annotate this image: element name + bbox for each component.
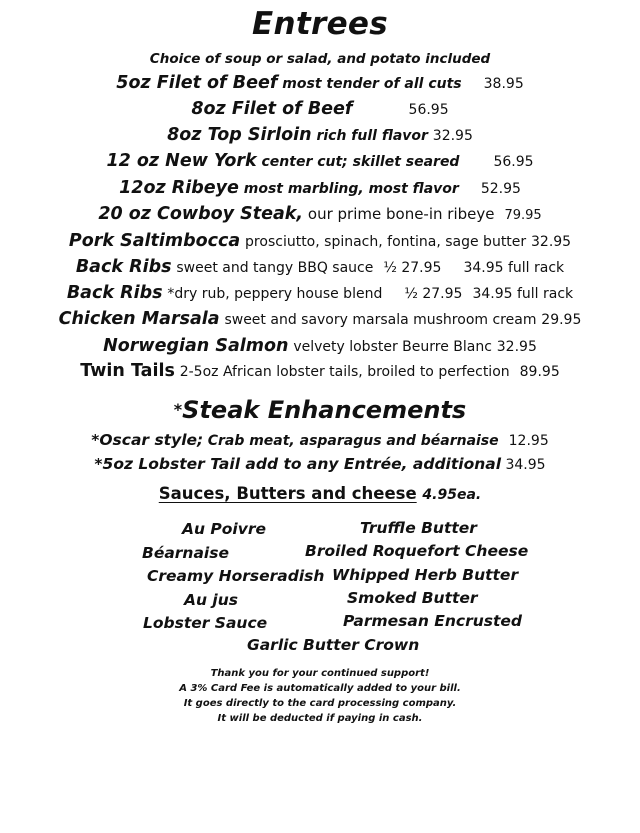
enhancement-label: *5oz Lobster Tail add to any Entrée, additional (94, 455, 502, 473)
page-subtitle: Choice of soup or salad, and potato included (149, 51, 491, 67)
footer-line: It will be deducted if paying in cash. (217, 713, 423, 724)
entree-name: Back Ribs (75, 257, 172, 277)
sauce-item: Creamy Horseradish (147, 567, 325, 585)
sauce-item: Truffle Butter (360, 519, 477, 537)
entree-name: 5oz Filet of Beef (116, 73, 278, 93)
entree-item (0, 309, 640, 329)
sauce-item: Au Poivre (182, 520, 267, 538)
entree-price: 56.95 (408, 102, 449, 118)
entree-name: Pork Saltimbocca (68, 231, 241, 251)
entree-price: 52.95 (480, 181, 521, 197)
entree-half-price: ½ 27.95 (383, 260, 442, 276)
entree-name: Norwegian Salmon (103, 336, 289, 356)
enhancement-item (0, 455, 640, 473)
sauce-item: Au jus (184, 591, 239, 609)
entree-item (0, 99, 640, 119)
sauce-item: Smoked Butter (347, 589, 478, 607)
sauce-item: Broiled Roquefort Cheese (305, 542, 529, 560)
entree-desc: prosciutto, spinach, fontina, sage butter (245, 234, 527, 250)
entree-name: 8oz Filet of Beef (191, 99, 353, 119)
entree-price: 38.95 (483, 76, 524, 92)
sauce-item: Lobster Sauce (143, 614, 268, 632)
entree-desc: 2-5oz African lobster tails, broiled to perfection (179, 364, 510, 380)
entree-item (0, 257, 640, 277)
entree-item (0, 151, 640, 171)
entree-desc: most tender of all cuts (282, 76, 462, 92)
entree-item (0, 125, 640, 145)
entree-full-price: 34.95 full rack (463, 260, 565, 276)
entree-desc: sweet and tangy BBQ sauce (176, 260, 374, 276)
entree-item (0, 361, 640, 381)
entree-desc: sweet and savory marsala mushroom cream (224, 312, 537, 328)
entree-half-price: ½ 27.95 (404, 286, 463, 302)
enhancement-desc: Crab meat, asparagus and béarnaise (207, 433, 499, 449)
entree-price: 32.95 (496, 339, 537, 355)
entree-item (0, 231, 640, 251)
entree-desc: our prime bone-in ribeye (307, 205, 495, 223)
entree-price: 29.95 (541, 312, 582, 328)
sauces-price: 4.95ea. (422, 487, 482, 503)
entree-desc: rich full flavor (316, 128, 428, 144)
entree-desc: velvety lobster Beurre Blanc (293, 339, 492, 355)
sauce-item: Garlic Butter Crown (247, 636, 420, 654)
entree-desc: dry rub, peppery house blend (174, 286, 383, 302)
entree-name: Twin Tails (80, 361, 175, 381)
entree-name: 12oz Ribeye (119, 178, 239, 198)
footer-line: Thank you for your continued support! (210, 668, 430, 679)
entree-price: 32.95 (531, 234, 572, 250)
entree-name: Back Ribs (66, 283, 163, 303)
enhancements-star: * (173, 400, 183, 419)
entree-full-price: 34.95 full rack (472, 286, 574, 302)
footer-line: A 3% Card Fee is automatically added to your bill. (179, 683, 461, 694)
entree-item (0, 204, 640, 224)
enhancement-item (0, 431, 640, 449)
sauces-title-text: Sauces, Butters and cheese (158, 484, 417, 503)
entree-item (0, 283, 640, 303)
enhancements-title (0, 396, 640, 424)
footer-line: It goes directly to the card processing company. (183, 698, 457, 709)
entree-star: * (167, 286, 175, 302)
enhancement-label: *Oscar style; (91, 431, 204, 449)
entree-desc: most marbling, most flavor (243, 181, 459, 197)
enhancement-price: 12.95 (508, 433, 549, 449)
enhancement-price: 34.95 (505, 457, 546, 473)
entree-item (0, 73, 640, 93)
sauce-item: Parmesan Encrusted (343, 612, 522, 630)
entree-price: 56.95 (493, 154, 534, 170)
entree-price: 79.95 (504, 208, 542, 223)
entree-name: 20 oz Cowboy Steak, (98, 204, 304, 224)
entree-price: 32.95 (432, 128, 473, 144)
sauce-item: Béarnaise (142, 544, 229, 562)
entree-name: 8oz Top Sirloin (167, 125, 312, 145)
entree-name: Chicken Marsala (58, 309, 220, 329)
entree-name: 12 oz New York (106, 151, 257, 171)
sauce-item: Whipped Herb Butter (332, 566, 519, 584)
entree-item (0, 336, 640, 356)
entree-desc: center cut; skillet seared (261, 154, 460, 170)
enhancements-title-text: Steak Enhancements (182, 396, 467, 424)
entree-item (0, 178, 640, 198)
sauces-title (0, 484, 640, 503)
page-title: Entrees (252, 6, 388, 42)
entree-price: 89.95 (519, 364, 560, 380)
